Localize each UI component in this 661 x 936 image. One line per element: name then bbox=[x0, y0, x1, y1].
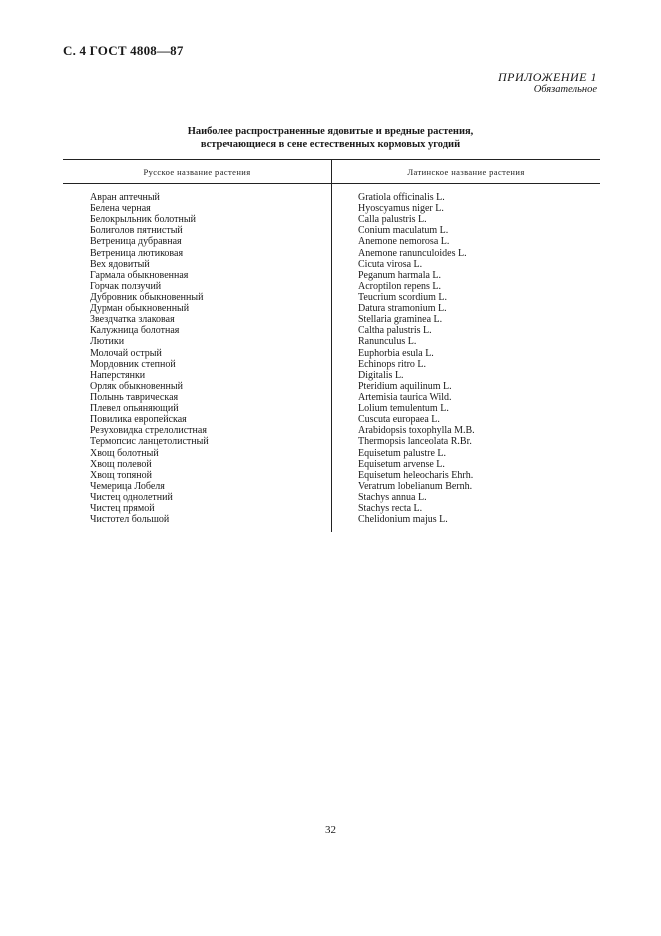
russian-name-cell: Лютики bbox=[90, 336, 125, 348]
russian-name-cell: Чистотел большой bbox=[90, 514, 170, 526]
russian-name-cell: Полынь таврическая bbox=[90, 391, 179, 403]
table-title-line-2: встречающиеся в сене естественных кормовых угодий bbox=[200, 139, 461, 150]
latin-name-cell: Caltha palustris L. bbox=[358, 325, 432, 337]
russian-name-cell: Горчак ползучий bbox=[90, 280, 162, 292]
latin-name-cell: Ranunculus L. bbox=[358, 336, 417, 348]
russian-name-cell: Чистец однолетний bbox=[90, 491, 173, 503]
russian-name-cell: Наперстянки bbox=[90, 369, 146, 381]
table-row bbox=[63, 259, 600, 270]
page-number: 32 bbox=[325, 824, 336, 836]
column-header-latin: Латинское название растения bbox=[407, 167, 525, 177]
latin-name-cell: Peganum harmala L. bbox=[358, 269, 442, 281]
russian-name-cell: Ветреница лютиковая bbox=[90, 247, 184, 259]
latin-name-cell: Artemisia taurica Wild. bbox=[358, 391, 452, 403]
russian-name-cell: Чистец прямой bbox=[90, 503, 155, 515]
russian-name-cell: Хвощ топяной bbox=[90, 469, 152, 481]
latin-name-cell: Euphorbia esula L. bbox=[358, 347, 434, 359]
russian-name-cell: Белокрыльник болотный bbox=[90, 214, 196, 226]
table-row bbox=[63, 403, 600, 414]
appendix-label bbox=[498, 70, 597, 95]
table-row bbox=[63, 236, 600, 247]
table-row bbox=[63, 214, 600, 225]
table-row bbox=[63, 459, 600, 470]
russian-name-cell: Звездчатка злаковая bbox=[90, 314, 175, 326]
latin-name-cell: Equisetum palustre L. bbox=[358, 447, 447, 459]
latin-name-cell: Echinops ritro L. bbox=[358, 358, 427, 370]
latin-name-cell: Teucrium scordium L. bbox=[358, 291, 447, 303]
table-row bbox=[63, 248, 600, 259]
latin-name-cell: Equisetum arvense L. bbox=[358, 458, 445, 470]
table-title bbox=[63, 125, 598, 151]
latin-name-cell: Lolium temulentum L. bbox=[358, 403, 449, 415]
latin-name-cell: Thermopsis lanceolata R.Br. bbox=[358, 436, 472, 448]
appendix-title: ПРИЛОЖЕНИЕ 1 bbox=[498, 70, 597, 84]
table-body bbox=[63, 192, 600, 525]
latin-name-cell: Cicuta virosa L. bbox=[358, 258, 423, 270]
russian-name-cell: Болиголов пятнистый bbox=[90, 225, 183, 237]
table-title-line-1: Наиболее распространенные ядовитые и вредные растения, bbox=[187, 126, 474, 137]
latin-name-cell: Chelidonium majus L. bbox=[358, 514, 448, 526]
russian-name-cell: Молочай острый bbox=[90, 347, 162, 359]
table-row bbox=[63, 514, 600, 525]
table-row bbox=[63, 336, 600, 347]
russian-name-cell: Ветреница дубравная bbox=[90, 236, 182, 248]
latin-name-cell: Hyoscyamus niger L. bbox=[358, 203, 444, 215]
table-row bbox=[63, 470, 600, 481]
table-row bbox=[63, 303, 600, 314]
table-row bbox=[63, 270, 600, 281]
appendix-status: Обязательное bbox=[533, 84, 597, 95]
page-header: С. 4 ГОСТ 4808—87 bbox=[63, 43, 184, 58]
table-row bbox=[63, 392, 600, 403]
latin-name-cell: Stellaria graminea L. bbox=[358, 314, 443, 326]
russian-name-cell: Вех ядовитый bbox=[90, 258, 150, 270]
latin-name-cell: Gratiola officinalis L. bbox=[358, 192, 445, 203]
latin-name-cell: Equisetum heleocharis Ehrh. bbox=[358, 469, 474, 481]
latin-name-cell: Digitalis L. bbox=[358, 369, 404, 381]
table-row bbox=[63, 436, 600, 447]
table-row bbox=[63, 414, 600, 425]
column-header-russian: Русское название растения bbox=[143, 167, 251, 177]
russian-name-cell: Дурман обыкновенный bbox=[90, 303, 190, 315]
russian-name-cell: Плевел опьяняющий bbox=[90, 403, 179, 415]
latin-name-cell: Pteridium aquilinum L. bbox=[358, 380, 452, 392]
table-row bbox=[63, 492, 600, 503]
table-row bbox=[63, 325, 600, 336]
russian-name-cell: Хвощ болотный bbox=[90, 447, 159, 459]
russian-name-cell: Авран аптечный bbox=[90, 192, 160, 203]
latin-name-cell: Datura stramonium L. bbox=[358, 303, 447, 315]
table-row bbox=[63, 381, 600, 392]
russian-name-cell: Белена черная bbox=[90, 203, 151, 215]
table-row bbox=[63, 425, 600, 436]
russian-name-cell: Калужница болотная bbox=[90, 325, 180, 337]
russian-name-cell: Термопсис ланцетолистный bbox=[90, 436, 209, 448]
russian-name-cell: Орляк обыкновенный bbox=[90, 380, 183, 392]
latin-name-cell: Cuscuta europaea L. bbox=[358, 414, 440, 426]
latin-name-cell: Anemone nemorosa L. bbox=[358, 236, 450, 248]
table-row bbox=[63, 203, 600, 214]
table-row bbox=[63, 348, 600, 359]
latin-name-cell: Conium maculatum L. bbox=[358, 225, 449, 237]
russian-name-cell: Резуховидка стрелолистная bbox=[90, 425, 207, 437]
latin-name-cell: Veratrum lobelianum Bernh. bbox=[358, 480, 473, 492]
latin-name-cell: Calla palustris L. bbox=[358, 214, 427, 226]
latin-name-cell: Stachys recta L. bbox=[358, 503, 423, 515]
russian-name-cell: Гармала обыкновенная bbox=[90, 269, 189, 281]
table-row bbox=[63, 281, 600, 292]
russian-name-cell: Дубровник обыкновенный bbox=[90, 291, 204, 303]
russian-name-cell: Мордовник степной bbox=[90, 358, 176, 370]
latin-name-cell: Stachys annua L. bbox=[358, 491, 427, 503]
table-row bbox=[63, 359, 600, 370]
table-row bbox=[63, 225, 600, 236]
table-row bbox=[63, 292, 600, 303]
table-row bbox=[63, 448, 600, 459]
russian-name-cell: Хвощ полевой bbox=[90, 458, 152, 470]
table-row bbox=[63, 481, 600, 492]
table-row bbox=[63, 503, 600, 514]
russian-name-cell: Повилика европейская bbox=[90, 414, 187, 426]
table-row bbox=[63, 370, 600, 381]
latin-name-cell: Arabidopsis toxophylla M.B. bbox=[358, 425, 475, 437]
latin-name-cell: Acroptilon repens L. bbox=[358, 280, 442, 292]
latin-name-cell: Anemone ranunculoides L. bbox=[358, 247, 467, 259]
table-row bbox=[63, 314, 600, 325]
russian-name-cell: Чемерица Лобеля bbox=[90, 480, 165, 492]
table-row bbox=[63, 192, 600, 203]
